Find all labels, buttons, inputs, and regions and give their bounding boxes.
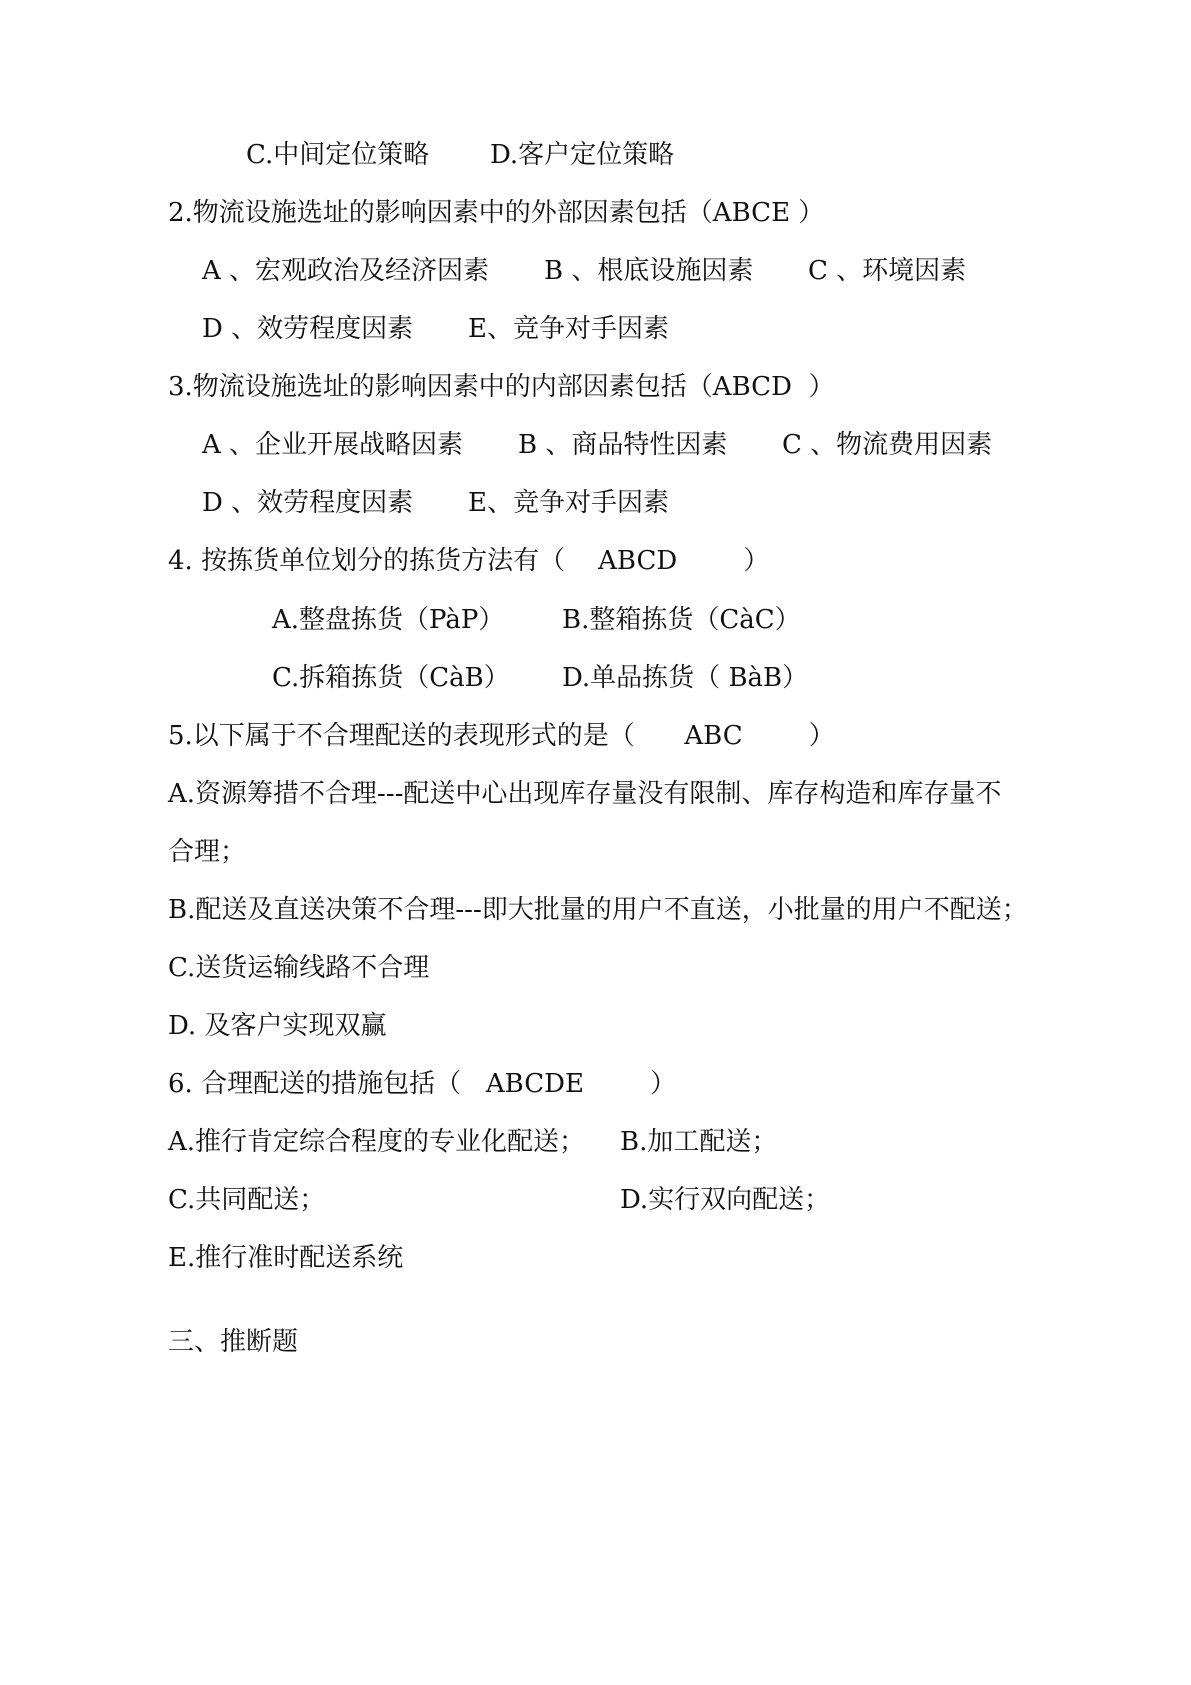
q2-option-a: A 、宏观政治及经济因素 bbox=[202, 256, 490, 286]
q5-stem: 5.以下属于不合理配送的表现形式的是（ ABC ） bbox=[168, 721, 835, 751]
q6-option-c: C.共同配送； bbox=[168, 1185, 326, 1215]
q6-option-e: E.推行准时配送系统 bbox=[168, 1243, 404, 1273]
q3-option-b: B 、商品特性因素 bbox=[518, 430, 728, 460]
q6-stem: 6. 合理配送的措施包括（ ABCDE ） bbox=[168, 1069, 677, 1099]
q2-option-e: E、竞争对手因素 bbox=[468, 314, 669, 344]
section-heading: 三、推断题 bbox=[168, 1327, 299, 1357]
q5-option-a-line-1: A.资源筹措不合理---配送中心出现库存量没有限制、库存构造和库存量不 bbox=[168, 779, 1002, 809]
q2-option-b: B 、根底设施因素 bbox=[544, 256, 754, 286]
q3-option-d: D 、效劳程度因素 bbox=[202, 488, 414, 518]
q5-option-b: B.配送及直送决策不合理---即大批量的用户不直送，小批量的用户不配送； bbox=[168, 895, 1028, 925]
q4-option-c: C.拆箱拣货（CàB） bbox=[272, 663, 510, 693]
q1-option-c: C.中间定位策略 bbox=[246, 140, 430, 170]
q4-option-d: D.单品拣货（ BàB） bbox=[562, 663, 809, 693]
q5-option-c: C.送货运输线路不合理 bbox=[168, 953, 430, 983]
q4-option-b: B.整箱拣货（CàC） bbox=[562, 605, 801, 635]
q4-stem: 4. 按拣货单位划分的拣货方法有（ ABCD ） bbox=[168, 546, 770, 576]
q6-option-d: D.实行双向配送； bbox=[620, 1185, 831, 1215]
q6-option-a: A.推行肯定综合程度的专业化配送； bbox=[168, 1127, 586, 1157]
q5-option-d: D. 及客户实现双赢 bbox=[168, 1011, 387, 1041]
q6-option-b: B.加工配送； bbox=[620, 1127, 778, 1157]
q4-option-a: A.整盘拣货（PàP） bbox=[272, 605, 505, 635]
q5-option-a-line-2: 合理； bbox=[168, 837, 247, 867]
q2-stem: 2.物流设施选址的影响因素中的外部因素包括（ABCE ） bbox=[168, 198, 825, 228]
q3-option-c: C 、物流费用因素 bbox=[782, 430, 993, 460]
q3-stem: 3.物流设施选址的影响因素中的内部因素包括（ABCD ） bbox=[168, 372, 835, 402]
q2-option-c: C 、环境因素 bbox=[808, 256, 967, 286]
q2-option-d: D 、效劳程度因素 bbox=[202, 314, 414, 344]
q1-option-d: D.客户定位策略 bbox=[490, 140, 675, 170]
q3-option-e: E、竞争对手因素 bbox=[468, 488, 669, 518]
q3-option-a: A 、企业开展战略因素 bbox=[202, 430, 464, 460]
